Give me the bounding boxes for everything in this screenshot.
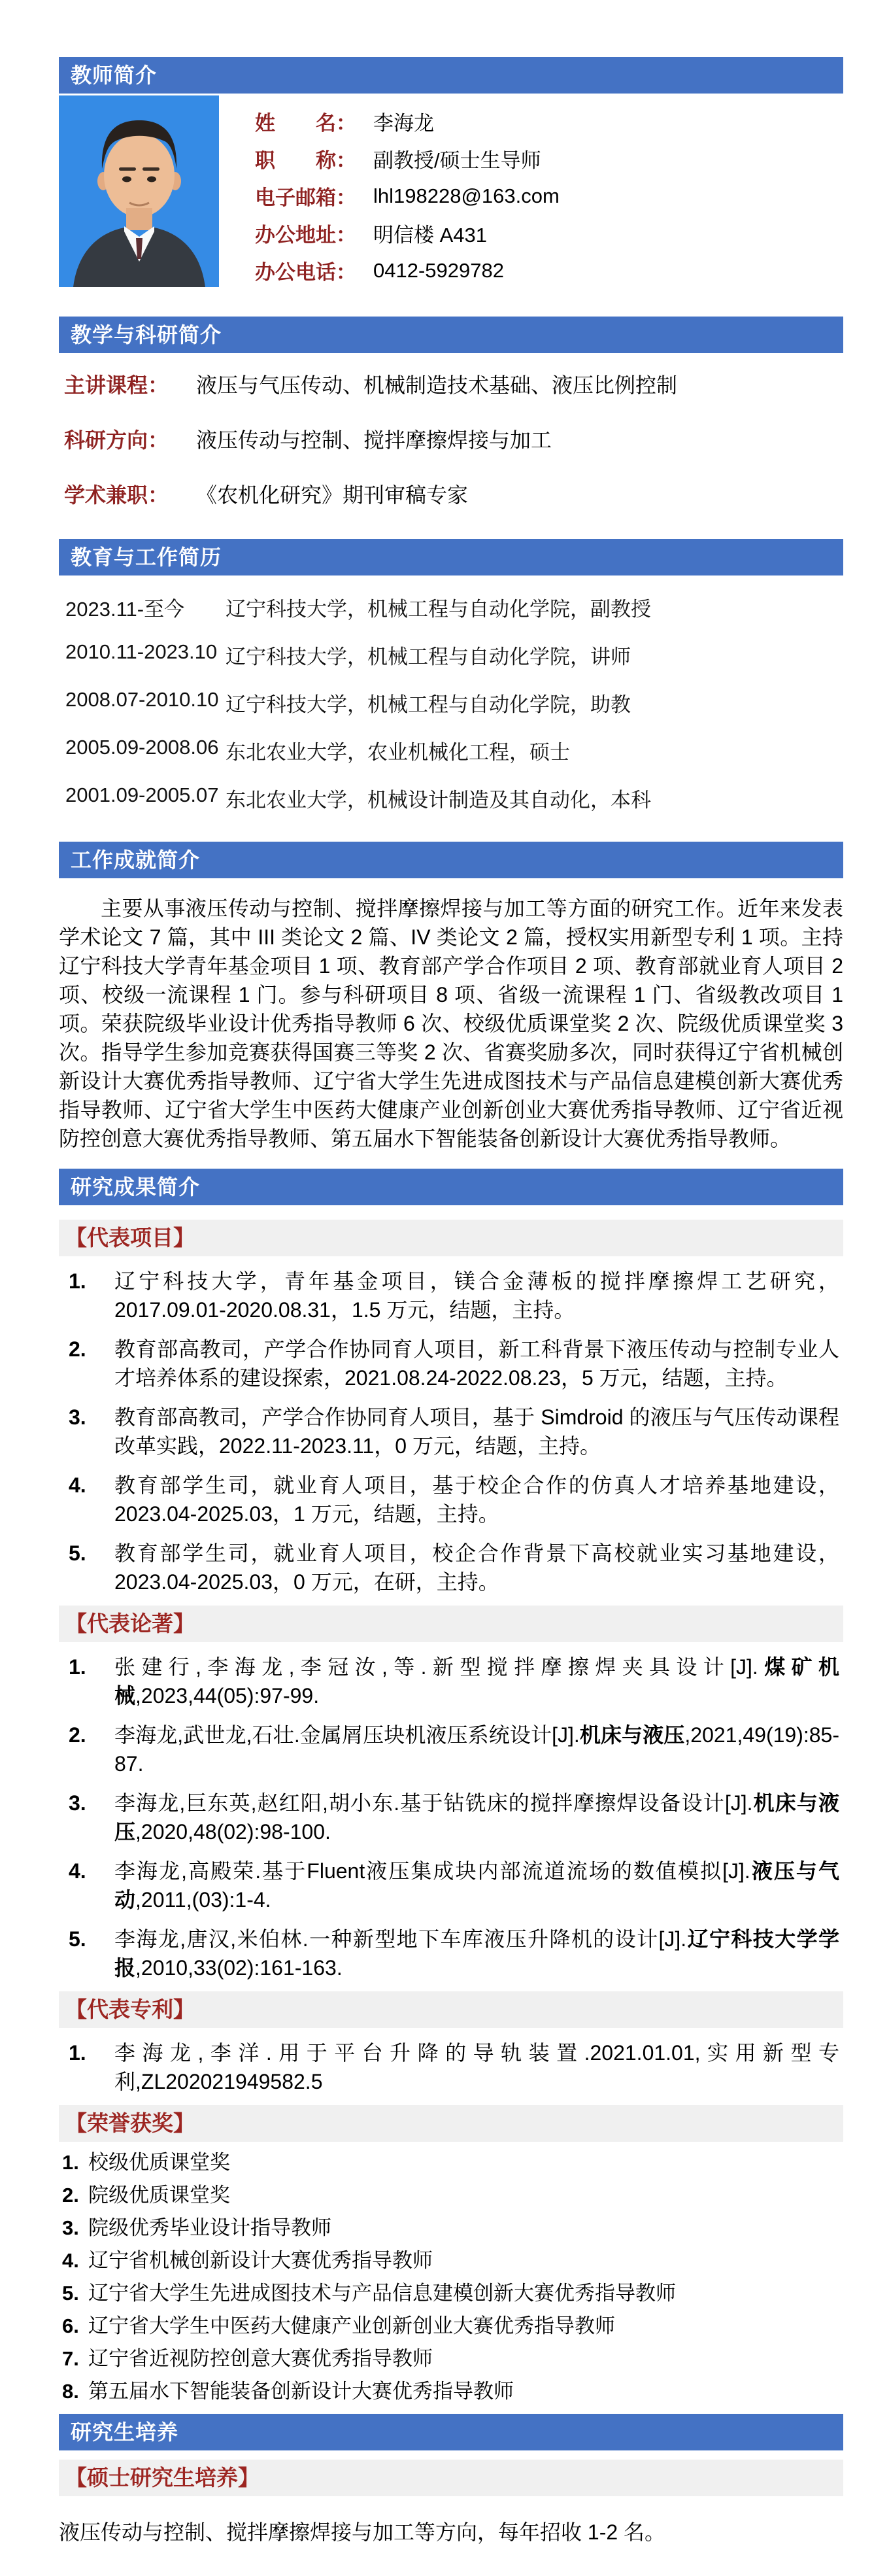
teaching-value-research-direction: 液压传动与控制、搅拌摩擦焊接与加工: [196, 428, 552, 452]
honor-item-text: 辽宁省大学生先进成图技术与产品信息建模创新大赛优秀指导教师: [88, 2282, 676, 2305]
honor-item-text: 辽宁省近视防控创意大赛优秀指导教师: [88, 2347, 433, 2370]
profile-field-row: [255, 103, 843, 140]
paper-item: [59, 1857, 843, 1914]
honor-item: [59, 2152, 843, 2173]
education-work-history-section: [59, 575, 843, 836]
teaching-label-research-direction: 科研方向：: [64, 428, 169, 452]
subsection-heading-papers-text: 【代表论著】: [65, 1611, 195, 1636]
paper-item-number: 2.: [69, 1723, 86, 1747]
history-row: [65, 640, 843, 670]
project-item-text: 教育部学生司，就业育人项目，校企合作背景下高校就业实习基地建设，2023.04-2025.03，0 万元，在研，主持。: [114, 1541, 839, 1594]
field-label-email: 电子邮箱：: [255, 186, 356, 209]
project-item-number: 1.: [69, 1269, 86, 1293]
project-item: [59, 1335, 843, 1392]
representative-patents-list: [59, 2038, 843, 2096]
section-title-teacher-intro: 教师简介: [71, 63, 158, 87]
project-item-text: 教育部高教司，产学合作协同育人项目，新工科背景下液压传动与控制专业人才培养体系的建设探索，2021.08.24-2022.08.23，5 万元，结题，主持。: [114, 1337, 839, 1390]
history-detail: 东北农业大学，机械设计制造及其自动化，本科: [226, 789, 651, 812]
graduate-training-description: 液压传动与控制、搅拌摩擦焊接与加工等方向，每年招收 1-2 名。: [59, 2520, 666, 2544]
honor-item-number: 8.: [62, 2380, 79, 2403]
teaching-row-courses: [64, 369, 843, 399]
field-label-phone: 办公电话：: [255, 261, 356, 284]
project-item-text: 教育部高教司，产学合作协同育人项目，基于 Simdroid 的液压与气压传动课程改革实践，2022.11-2023.11，0 万元，结题，主持。: [114, 1405, 839, 1458]
paper-citation-tail: ,2010,33(02):161-163.: [135, 1956, 343, 1980]
paper-citation-tail: ,2011,(03):1-4.: [135, 1888, 271, 1912]
subsection-heading-projects-text: 【代表项目】: [65, 1226, 195, 1250]
honor-item: [59, 2283, 843, 2304]
faculty-profile-page: [59, 0, 843, 2576]
history-period: 2023.11-至今: [65, 598, 185, 621]
section-title-teaching-research: 教学与科研简介: [71, 323, 222, 347]
field-value-office: 明信楼 A431: [373, 224, 488, 247]
project-item-number: 5.: [69, 1541, 86, 1565]
honor-item: [59, 2316, 843, 2337]
paper-journal-name: 煤矿机械: [114, 1655, 839, 1708]
paper-item: [59, 1925, 843, 1982]
honor-item-text: 第五届水下智能装备创新设计大赛优秀指导教师: [88, 2380, 514, 2403]
section-banner-teaching-research: [59, 317, 843, 353]
project-item-number: 2.: [69, 1337, 86, 1361]
paper-journal-name: 机床与液压: [579, 1723, 685, 1747]
history-detail: 东北农业大学，农业机械化工程，硕士: [226, 741, 570, 764]
project-item: [59, 1267, 843, 1324]
profile-field-row: [255, 215, 843, 252]
teaching-label-academic-post: 学术兼职：: [64, 483, 169, 507]
teaching-value-courses: 液压与气压传动、机械制造技术基础、液压比例控制: [196, 373, 678, 397]
history-period: 2010.11-2023.10: [65, 640, 218, 663]
honor-item-number: 5.: [62, 2282, 79, 2305]
subsection-heading-projects: [59, 1220, 843, 1256]
section-banner-teacher-intro: [59, 57, 843, 94]
section-banner-research-results: [59, 1169, 843, 1205]
subsection-heading-patents-text: 【代表专利】: [65, 1997, 195, 2021]
honor-item: [59, 2218, 843, 2239]
patent-item-text: 李海龙,李洋.用于平台升降的导轨装置.2021.01.01,实用新型专利,ZL202021949582.5: [114, 2041, 839, 2093]
honors-list: [59, 2142, 843, 2402]
subsection-heading-honors: [59, 2105, 843, 2142]
honor-item-text: 院级优质课堂奖: [88, 2184, 230, 2207]
honor-item-text: 校级优质课堂奖: [88, 2151, 230, 2174]
field-value-phone: 0412-5929782: [373, 258, 504, 282]
work-achievements-paragraph: 主要从事液压传动与控制、搅拌摩擦焊接与加工等方面的研究工作。近年来发表学术论文 7 篇，其中 III 类论文 2 篇、IV 类论文 2 篇，授权实用新型专利 1 项。主持辽宁科技大学青年基金项目 1 项、教育部产学合作项目 2 项、教育部就业育人项目 2 项、校级一流课程 1 门。参与科研项目 8 项、省级一流课程 1 门、省级教改项目 1 项。荣获院级毕业设计优秀指导教师 6 次、校级优质课堂奖 2 次、院级优质课堂奖 3 次。指导学生参加竞赛获得国赛三等奖 2 次、省赛奖励多次，同时获得辽宁省机械创新设计大赛优秀指导教师、辽宁省大学生先进成图技术与产品信息建模创新大赛优秀指导教师、辽宁省大学生中医药大健康产业创新创业大赛优秀指导教师、辽宁省近视防控创意大赛优秀指导教师、第五届水下智能装备创新设计大赛优秀指导教师。: [59, 897, 843, 1150]
section-title-work-achievements: 工作成就简介: [71, 848, 201, 872]
paper-item: [59, 1789, 843, 1846]
paper-item-number: 1.: [69, 1655, 86, 1679]
representative-papers-list: [59, 1653, 843, 1982]
teacher-photo: [59, 95, 219, 287]
subsection-heading-papers: [59, 1606, 843, 1642]
field-value-title: 副教授/硕士生导师: [373, 149, 541, 172]
section-banner-work-achievements: [59, 842, 843, 878]
paper-item-number: 3.: [69, 1791, 86, 1815]
history-row: [65, 592, 843, 622]
teacher-photo-illustration: [59, 95, 219, 287]
paper-citation-tail: ,2021,49(19):85-87.: [114, 1723, 839, 1776]
paper-citation: 李海龙,高殿荣.基于Fluent液压集成块内部流道流场的数值模拟[J].: [114, 1859, 750, 1883]
history-detail: 辽宁科技大学，机械工程与自动化学院，副教授: [226, 598, 651, 621]
section-title-research-results: 研究成果简介: [71, 1175, 201, 1199]
field-label-title: 职 称：: [255, 149, 356, 172]
subsection-heading-patents: [59, 1991, 843, 2028]
field-value-name: 李海龙: [373, 112, 434, 135]
subsection-heading-master-training: [59, 2460, 843, 2496]
paper-item: [59, 1653, 843, 1710]
teaching-research-section: [59, 353, 843, 536]
section-title-education-work-history: 教育与工作简历: [71, 545, 222, 569]
honor-item: [59, 2381, 843, 2402]
profile-field-row: [255, 177, 843, 215]
history-row: [65, 783, 843, 813]
honor-item: [59, 2250, 843, 2271]
project-item: [59, 1471, 843, 1528]
paper-citation: 李海龙,唐汉,米伯林.一种新型地下车库液压升降机的设计[J].: [114, 1927, 687, 1951]
honor-item-number: 3.: [62, 2216, 79, 2239]
history-period: 2005.09-2008.06: [65, 736, 219, 759]
section-banner-graduate-training: [59, 2414, 843, 2450]
honor-item-number: 4.: [62, 2249, 79, 2272]
history-period: 2008.07-2010.10: [65, 688, 219, 711]
paper-journal-name: 液压与气动: [114, 1859, 839, 1912]
section-banner-education-work-history: [59, 539, 843, 575]
field-value-email: lhl198228@163.com: [373, 184, 560, 207]
paper-journal-name: 机床与液压: [114, 1791, 839, 1844]
profile-info: [255, 94, 843, 287]
patent-item: [59, 2038, 843, 2096]
project-item: [59, 1539, 843, 1596]
history-period: 2001.09-2005.07: [65, 783, 219, 806]
project-item-number: 4.: [69, 1473, 86, 1497]
profile-field-row: [255, 252, 843, 289]
paper-citation: 李海龙,巨东英,赵红阳,胡小东.基于钻铣床的搅拌摩擦焊设备设计[J].: [114, 1791, 753, 1815]
honor-item: [59, 2348, 843, 2369]
honor-item-number: 7.: [62, 2347, 79, 2370]
honor-item-text: 院级优秀毕业设计指导教师: [88, 2216, 331, 2239]
patent-item-number: 1.: [69, 2041, 86, 2065]
project-item-text: 教育部学生司，就业育人项目，基于校企合作的仿真人才培养基地建设，2023.04-2025.03，1 万元，结题，主持。: [114, 1473, 839, 1526]
teaching-row-research-direction: [64, 424, 843, 454]
paper-item: [59, 1721, 843, 1778]
history-row: [65, 688, 843, 717]
paper-journal-name: 辽宁科技大学学报: [114, 1927, 839, 1980]
paper-citation-tail: ,2023,44(05):97-99.: [135, 1684, 320, 1708]
field-label-name: 姓 名：: [255, 112, 356, 135]
paper-citation: 张建行,李海龙,李冠汝,等.新型搅拌摩擦焊夹具设计[J].: [114, 1655, 758, 1679]
profile-field-row: [255, 140, 843, 177]
paper-citation: 李海龙,武世龙,石壮.金属屑压块机液压系统设计[J].: [114, 1723, 580, 1747]
teaching-label-courses: 主讲课程：: [64, 373, 169, 397]
field-label-office: 办公地址：: [255, 224, 356, 247]
paper-item-number: 4.: [69, 1859, 86, 1883]
project-item-text: 辽宁科技大学，青年基金项目，镁合金薄板的搅拌摩擦焊工艺研究，2017.09.01-2020.08.31，1.5 万元，结题，主持。: [114, 1269, 839, 1322]
history-row: [65, 736, 843, 765]
honor-item: [59, 2185, 843, 2206]
project-item-number: 3.: [69, 1405, 86, 1429]
teaching-row-academic-post: [64, 479, 843, 509]
representative-projects-list: [59, 1267, 843, 1596]
paper-citation-tail: ,2020,48(02):98-100.: [135, 1820, 331, 1844]
section-title-graduate-training: 研究生培养: [71, 2420, 179, 2444]
honor-item-number: 1.: [62, 2151, 79, 2174]
paper-item-number: 5.: [69, 1927, 86, 1951]
honor-item-number: 6.: [62, 2314, 79, 2337]
subsection-heading-honors-text: 【荣誉获奖】: [65, 2111, 195, 2135]
history-detail: 辽宁科技大学，机械工程与自动化学院，助教: [226, 693, 631, 716]
project-item: [59, 1403, 843, 1460]
honor-item-text: 辽宁省大学生中医药大健康产业创新创业大赛优秀指导教师: [88, 2314, 615, 2337]
teaching-value-academic-post: 《农机化研究》期刊审稿专家: [196, 483, 469, 507]
honor-item-number: 2.: [62, 2184, 79, 2207]
honor-item-text: 辽宁省机械创新设计大赛优秀指导教师: [88, 2249, 433, 2272]
profile-section: [59, 94, 843, 287]
history-detail: 辽宁科技大学，机械工程与自动化学院，讲师: [226, 645, 631, 668]
subsection-heading-master-training-text: 【硕士研究生培养】: [65, 2465, 260, 2490]
